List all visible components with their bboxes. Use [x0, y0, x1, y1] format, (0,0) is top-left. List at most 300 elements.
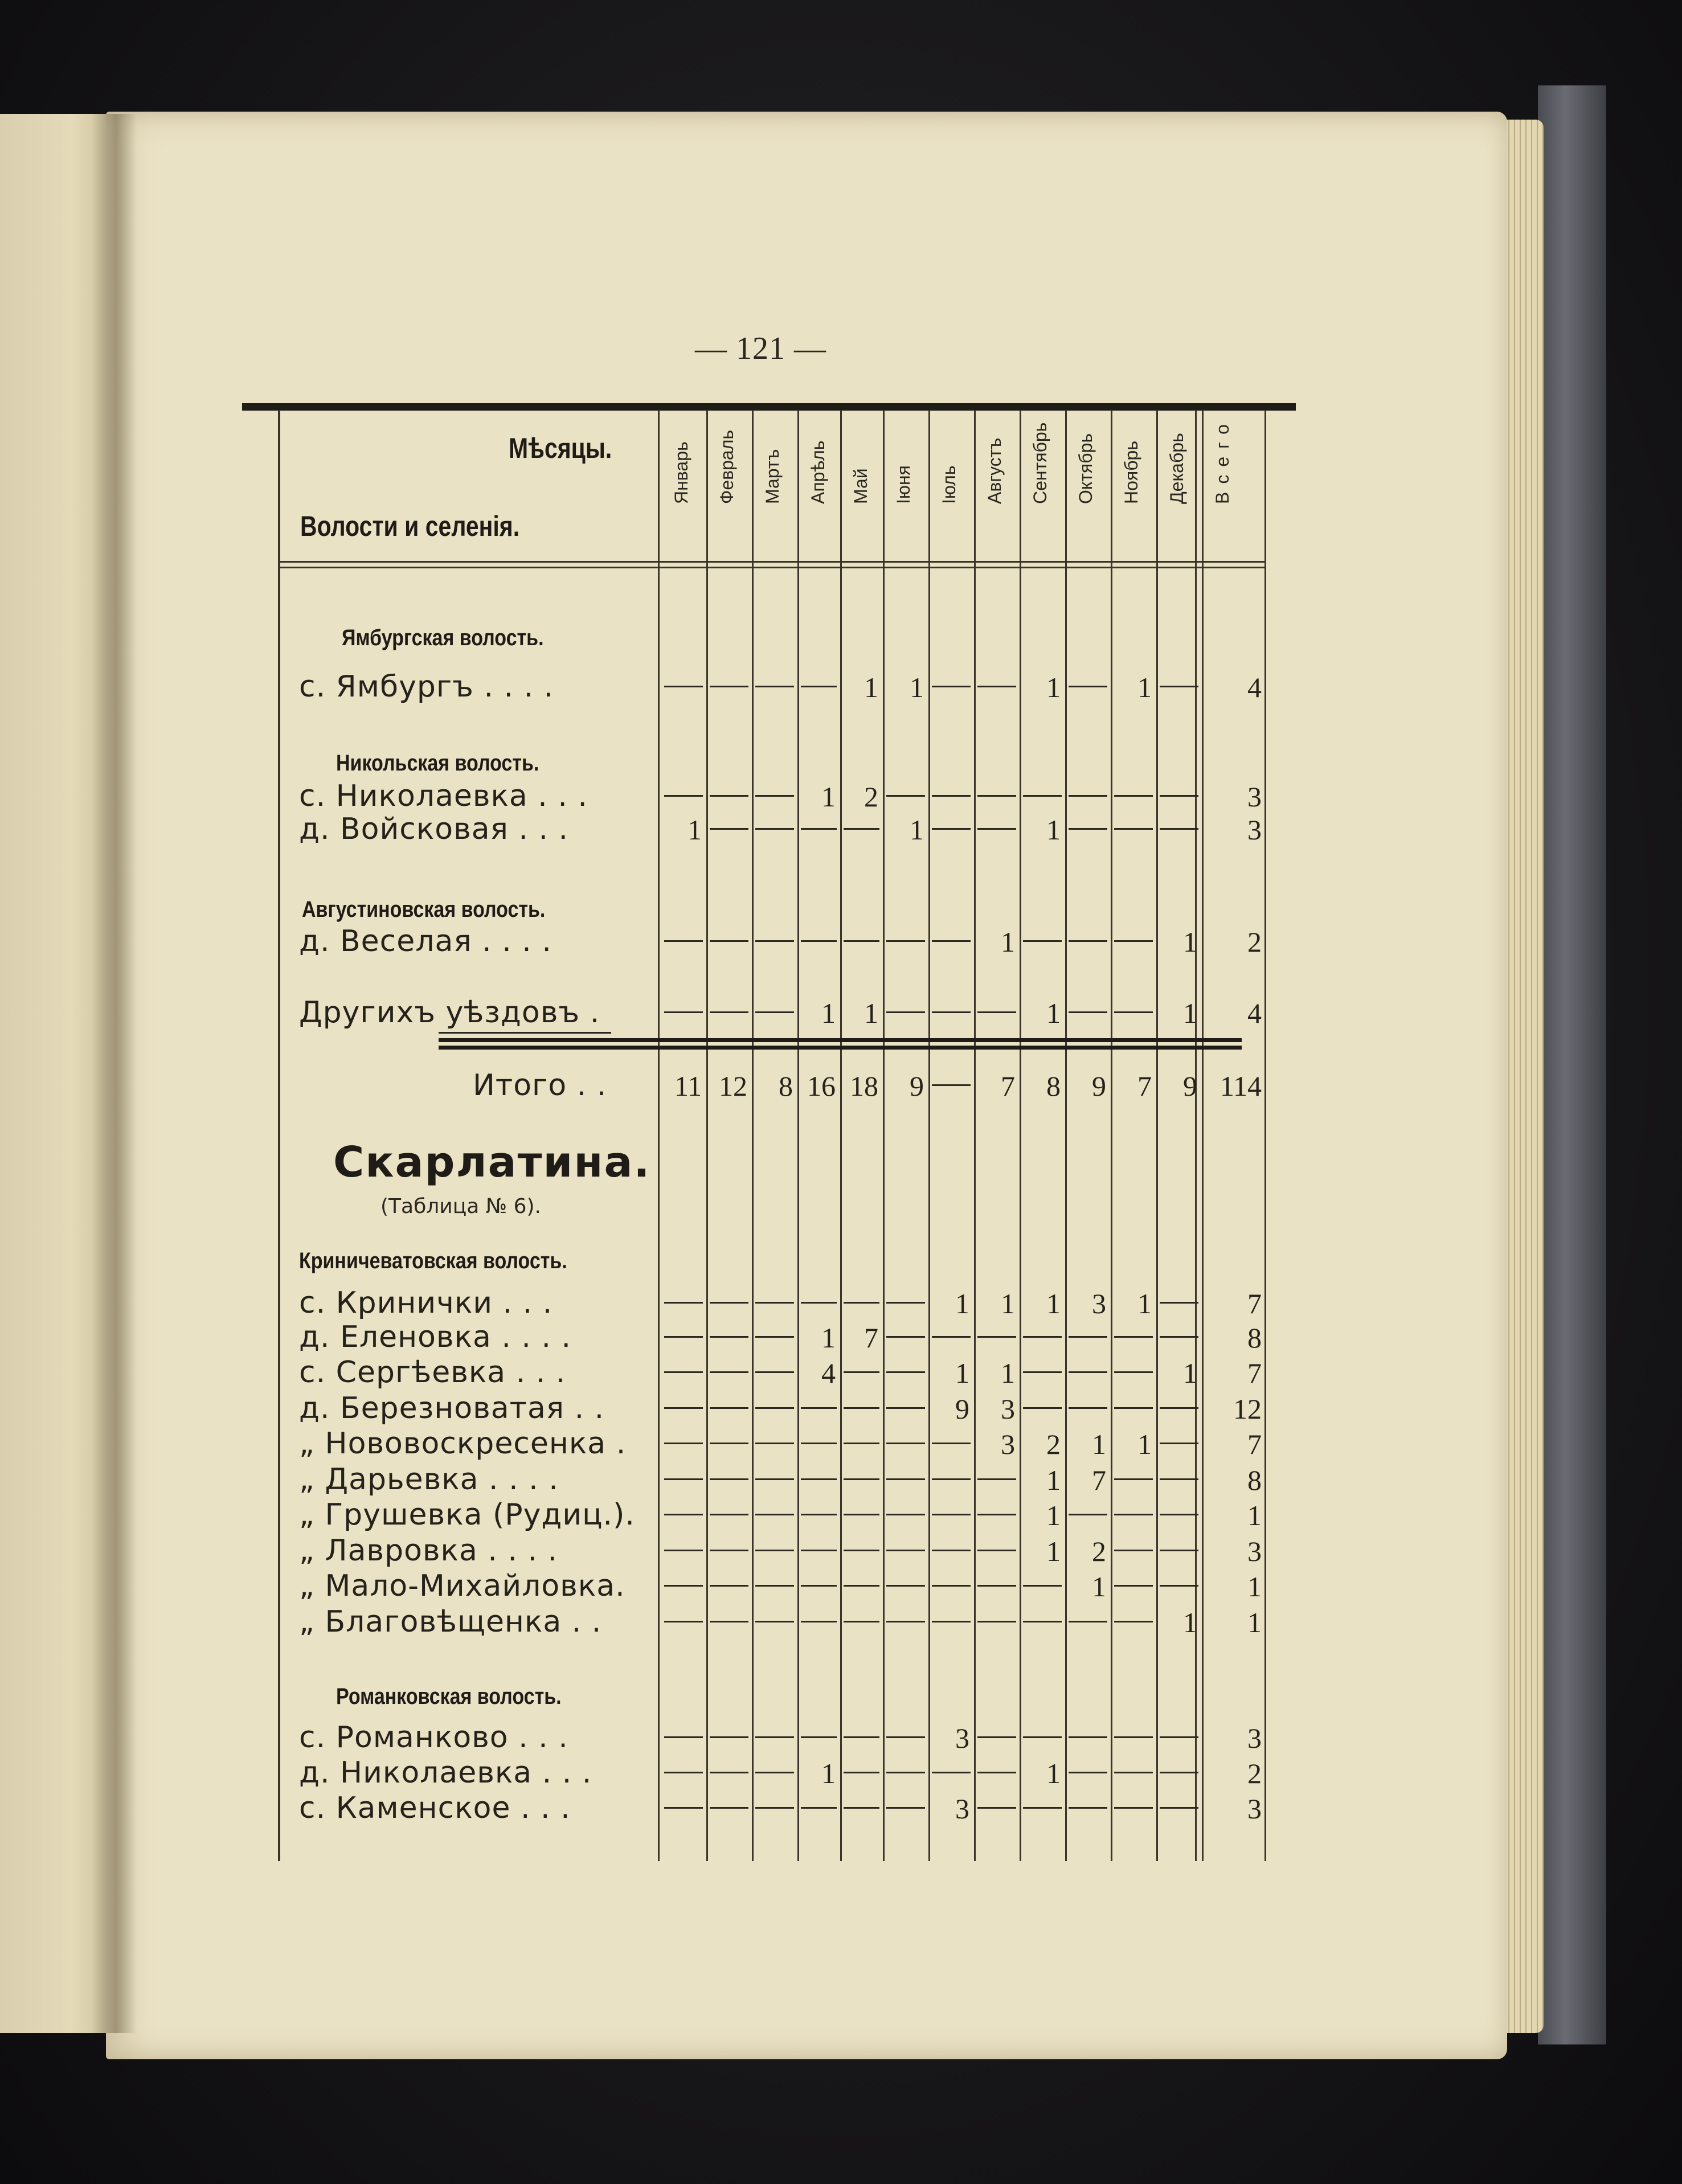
table-cell: 7	[1137, 1070, 1152, 1102]
row-label: „ Мало-Михайловка.	[299, 1569, 625, 1603]
empty-cell-dash	[710, 1443, 748, 1444]
empty-cell-dash	[801, 1550, 837, 1551]
empty-cell-dash	[1069, 1407, 1107, 1409]
row-label: Итого . .	[473, 1068, 607, 1103]
column-divider	[974, 410, 976, 1861]
rows-label: Волости и селенія.	[300, 510, 520, 542]
column-divider	[840, 410, 842, 1861]
empty-cell-dash	[886, 1514, 925, 1515]
empty-cell-dash	[886, 1407, 925, 1409]
table-cell: 1	[1046, 1464, 1061, 1496]
table-cell: 4	[821, 1357, 836, 1389]
empty-cell-dash	[977, 686, 1016, 687]
row-total: 2	[1247, 1757, 1262, 1789]
row-total: 4	[1247, 671, 1262, 703]
row-label: „ Дарьевка . . . .	[299, 1462, 559, 1497]
empty-cell-dash	[977, 1807, 1016, 1809]
empty-cell-dash	[755, 1407, 794, 1409]
empty-cell-dash	[801, 1407, 837, 1409]
empty-cell-dash	[844, 828, 879, 830]
empty-cell-dash	[801, 1302, 837, 1304]
table-cell: 1	[821, 1757, 836, 1789]
table-cell: 3	[955, 1793, 969, 1825]
empty-cell-dash	[1023, 1807, 1062, 1809]
empty-cell-dash	[755, 686, 794, 687]
empty-cell-dash	[1023, 940, 1062, 942]
month-header-11: Ноябрь	[1121, 440, 1141, 504]
empty-cell-dash	[1114, 1807, 1153, 1809]
empty-cell-dash	[886, 1478, 925, 1480]
empty-cell-dash	[844, 1736, 879, 1738]
table-cell: 8	[1046, 1070, 1061, 1102]
empty-cell-dash	[801, 1514, 837, 1515]
row-total: 1	[1247, 1571, 1262, 1603]
column-divider	[883, 410, 885, 1861]
empty-cell-dash	[932, 1514, 971, 1515]
table-cell: 1	[1001, 926, 1015, 958]
empty-cell-dash	[755, 1478, 794, 1480]
table-cell: 1	[1046, 997, 1061, 1029]
empty-cell-dash	[1114, 940, 1153, 942]
empty-cell-dash	[932, 1478, 971, 1480]
empty-cell-dash	[710, 1807, 748, 1809]
empty-cell-dash	[1160, 1550, 1198, 1551]
empty-cell-dash	[886, 1011, 925, 1013]
row-label: с. Николаевка . . .	[299, 779, 588, 813]
row-total: 7	[1247, 1428, 1262, 1460]
empty-cell-dash	[801, 1478, 837, 1480]
row-total: 7	[1247, 1288, 1262, 1320]
table-cell: 1	[821, 781, 836, 813]
empty-cell-dash	[932, 1336, 971, 1338]
empty-cell-dash	[801, 1736, 837, 1738]
row-total: 7	[1247, 1357, 1262, 1389]
empty-cell-dash	[1023, 795, 1062, 797]
empty-cell-dash	[844, 1807, 879, 1809]
month-header-2: Февраль	[717, 429, 737, 504]
empty-cell-dash	[664, 940, 703, 942]
empty-cell-dash	[977, 1550, 1016, 1551]
empty-cell-dash	[1114, 795, 1153, 797]
table-cell: 1	[1183, 1607, 1197, 1638]
empty-cell-dash	[1069, 940, 1107, 942]
table-cell: 1	[1183, 926, 1197, 958]
empty-cell-dash	[1069, 795, 1107, 797]
column-divider	[1111, 410, 1112, 1861]
table-cell: 3	[955, 1722, 969, 1754]
row-total: 12	[1233, 1393, 1262, 1425]
empty-cell-dash	[710, 1736, 748, 1738]
table-cell: 1	[1001, 1357, 1015, 1389]
month-header-4: Апрѣль	[808, 440, 828, 504]
empty-cell-dash	[710, 1585, 748, 1587]
table-cell: 1	[910, 671, 924, 703]
empty-cell-dash	[886, 1807, 925, 1809]
row-label: „ Нововоскресенка .	[299, 1427, 627, 1461]
table-cell: 3	[1001, 1428, 1015, 1460]
empty-cell-dash	[1069, 1371, 1107, 1373]
row-total: 3	[1247, 814, 1262, 846]
table-cell: 7	[1092, 1464, 1106, 1496]
empty-cell-dash	[1160, 1585, 1198, 1587]
empty-cell-dash	[886, 1772, 925, 1773]
table-top-rule	[242, 403, 1296, 411]
empty-cell-dash	[886, 1550, 925, 1551]
table-cell: 1	[1137, 1288, 1152, 1320]
table-cell: 3	[1001, 1393, 1015, 1425]
empty-cell-dash	[710, 1302, 748, 1304]
empty-cell-dash	[1023, 1407, 1062, 1409]
column-divider	[706, 410, 708, 1861]
empty-cell-dash	[844, 1478, 879, 1480]
month-header-7: Іюль	[939, 465, 959, 504]
row-total: 1	[1247, 1499, 1262, 1531]
empty-cell-dash	[755, 1336, 794, 1338]
empty-cell-dash	[977, 1621, 1016, 1622]
table-cell: 1	[864, 671, 878, 703]
empty-cell-dash	[1160, 828, 1198, 830]
row-total: 114	[1219, 1070, 1262, 1102]
empty-cell-dash	[1114, 1621, 1153, 1622]
empty-cell-dash	[844, 940, 879, 942]
table-cell: 1	[955, 1357, 969, 1389]
empty-cell-dash	[755, 1371, 794, 1373]
empty-cell-dash	[932, 1585, 971, 1587]
empty-cell-dash	[1069, 1514, 1107, 1515]
spine-shadow	[91, 114, 137, 2033]
empty-cell-dash	[886, 1585, 925, 1587]
volost-heading: Романковская волость.	[336, 1684, 562, 1709]
table-cell: 9	[955, 1393, 969, 1425]
empty-cell-dash	[1114, 1514, 1153, 1515]
empty-cell-dash	[801, 940, 837, 942]
table-cell: 18	[850, 1070, 878, 1102]
row-label: с. Романково . . .	[299, 1720, 568, 1755]
row-total: 8	[1247, 1322, 1262, 1354]
empty-cell-dash	[710, 1371, 748, 1373]
empty-cell-dash	[886, 1371, 925, 1373]
book-cover-edge	[1538, 85, 1606, 2044]
table-cell: 1	[955, 1288, 969, 1320]
table-left-border	[278, 410, 280, 1861]
empty-cell-dash	[755, 1807, 794, 1809]
column-divider	[1264, 410, 1266, 1861]
empty-cell-dash	[844, 1443, 879, 1444]
empty-cell-dash	[1069, 828, 1107, 830]
empty-cell-dash	[1160, 686, 1198, 687]
empty-cell-dash	[801, 1807, 837, 1809]
empty-cell-dash	[1160, 1302, 1198, 1304]
row-total: 3	[1247, 1793, 1262, 1825]
volost-heading: Ямбургская волость.	[342, 625, 544, 650]
empty-cell-dash	[932, 1084, 971, 1086]
empty-cell-dash	[664, 1443, 703, 1444]
empty-cell-dash	[664, 686, 703, 687]
empty-cell-dash	[844, 1621, 879, 1622]
empty-cell-dash	[977, 1736, 1016, 1738]
empty-cell-dash	[844, 1371, 879, 1373]
table-cell: 2	[1092, 1535, 1106, 1567]
empty-cell-dash	[844, 1585, 879, 1587]
empty-cell-dash	[664, 1550, 703, 1551]
empty-cell-dash	[801, 1585, 837, 1587]
volost-heading: Криничеватовская волость.	[299, 1248, 567, 1273]
empty-cell-dash	[932, 1772, 971, 1773]
table-cell: 1	[821, 997, 836, 1029]
empty-cell-dash	[886, 1302, 925, 1304]
other-districts-underline	[439, 1032, 611, 1034]
row-total: 2	[1247, 926, 1262, 958]
empty-cell-dash	[664, 1621, 703, 1622]
row-label: д. Веселая . . . .	[299, 924, 552, 958]
month-header-5: Май	[850, 468, 871, 504]
empty-cell-dash	[1069, 1807, 1107, 1809]
empty-cell-dash	[755, 1302, 794, 1304]
table-cell: 1	[1046, 1757, 1061, 1789]
empty-cell-dash	[1023, 1371, 1062, 1373]
empty-cell-dash	[710, 1478, 748, 1480]
month-header-9: Сентябрь	[1030, 422, 1050, 504]
empty-cell-dash	[932, 795, 971, 797]
empty-cell-dash	[755, 1772, 794, 1773]
empty-cell-dash	[710, 1772, 748, 1773]
empty-cell-dash	[664, 1336, 703, 1338]
page-number: — 121 —	[695, 331, 826, 366]
empty-cell-dash	[664, 795, 703, 797]
row-label: „ Благовѣщенка . .	[299, 1605, 602, 1639]
empty-cell-dash	[977, 795, 1016, 797]
row-label: с. Сергѣевка . . .	[299, 1355, 566, 1390]
month-header-1: Январь	[671, 441, 691, 504]
empty-cell-dash	[755, 1550, 794, 1551]
empty-cell-dash	[755, 1011, 794, 1013]
empty-cell-dash	[1114, 1736, 1153, 1738]
section-title: Скарлатина.	[333, 1138, 651, 1187]
empty-cell-dash	[932, 1443, 971, 1444]
empty-cell-dash	[977, 1585, 1016, 1587]
volost-heading: Августиновская волость.	[302, 897, 546, 922]
row-total: 3	[1247, 1535, 1262, 1567]
month-header-total: Всего	[1212, 416, 1233, 504]
row-label: д. Войсковая . . .	[299, 812, 569, 846]
table-cell: 8	[779, 1070, 793, 1102]
empty-cell-dash	[1023, 1736, 1062, 1738]
table-cell: 1	[910, 814, 924, 846]
row-label: д. Березноватая . .	[299, 1391, 605, 1425]
table-cell: 16	[807, 1070, 836, 1102]
table-cell: 1	[1046, 1535, 1061, 1567]
empty-cell-dash	[844, 1550, 879, 1551]
column-divider	[1065, 410, 1067, 1861]
empty-cell-dash	[1069, 686, 1107, 687]
empty-cell-dash	[1160, 1807, 1198, 1809]
volost-heading: Никольская волость.	[336, 751, 539, 776]
table-cell: 1	[1046, 1499, 1061, 1531]
empty-cell-dash	[710, 686, 748, 687]
row-label: с. Ямбургъ . . . .	[299, 670, 554, 704]
table-cell: 1	[1183, 997, 1197, 1029]
empty-cell-dash	[1023, 1336, 1062, 1338]
header-bottom-rule	[280, 561, 1266, 563]
table-cell: 9	[1092, 1070, 1106, 1102]
empty-cell-dash	[1114, 1371, 1153, 1373]
empty-cell-dash	[1160, 1514, 1198, 1515]
row-label: д. Николаевка . . .	[299, 1756, 592, 1790]
empty-cell-dash	[664, 1514, 703, 1515]
empty-cell-dash	[710, 940, 748, 942]
empty-cell-dash	[755, 1621, 794, 1622]
empty-cell-dash	[932, 1550, 971, 1551]
empty-cell-dash	[886, 795, 925, 797]
empty-cell-dash	[1069, 1336, 1107, 1338]
table-cell: 1	[1046, 814, 1061, 846]
empty-cell-dash	[1114, 1407, 1153, 1409]
row-total: 3	[1247, 1722, 1262, 1754]
empty-cell-dash	[755, 1585, 794, 1587]
empty-cell-dash	[844, 1514, 879, 1515]
empty-cell-dash	[755, 1736, 794, 1738]
empty-cell-dash	[1160, 1407, 1198, 1409]
empty-cell-dash	[932, 828, 971, 830]
empty-cell-dash	[1160, 1443, 1198, 1444]
row-label: с. Кринички . . .	[299, 1286, 553, 1320]
header-bottom-rule	[280, 567, 1266, 568]
empty-cell-dash	[977, 1772, 1016, 1773]
row-total: 8	[1247, 1464, 1262, 1496]
empty-cell-dash	[710, 1011, 748, 1013]
empty-cell-dash	[664, 1407, 703, 1409]
empty-cell-dash	[710, 1621, 748, 1622]
empty-cell-dash	[1023, 1621, 1062, 1622]
row-label: с. Каменское . . .	[299, 1791, 571, 1825]
empty-cell-dash	[1114, 1772, 1153, 1773]
row-label: „ Лавровка . . . .	[299, 1534, 558, 1568]
column-divider	[658, 410, 660, 1861]
empty-cell-dash	[1114, 1336, 1153, 1338]
empty-cell-dash	[801, 828, 837, 830]
empty-cell-dash	[664, 1807, 703, 1809]
table-cell: 9	[1183, 1070, 1197, 1102]
table-cell: 1	[1046, 1288, 1061, 1320]
table-cell: 1	[1046, 671, 1061, 703]
month-header-3: Мартъ	[762, 449, 783, 504]
empty-cell-dash	[755, 795, 794, 797]
empty-cell-dash	[977, 1336, 1016, 1338]
column-divider	[1020, 410, 1021, 1861]
table-cell: 1	[1183, 1357, 1197, 1389]
empty-cell-dash	[1114, 1550, 1153, 1551]
empty-cell-dash	[844, 1302, 879, 1304]
month-header-6: Іюня	[893, 465, 914, 504]
empty-cell-dash	[664, 1371, 703, 1373]
empty-cell-dash	[977, 1011, 1016, 1013]
column-divider	[1202, 410, 1204, 1861]
empty-cell-dash	[844, 1772, 879, 1773]
empty-cell-dash	[1160, 795, 1198, 797]
empty-cell-dash	[710, 1336, 748, 1338]
month-header-10: Октябрь	[1075, 433, 1096, 504]
empty-cell-dash	[664, 1302, 703, 1304]
empty-cell-dash	[801, 1443, 837, 1444]
empty-cell-dash	[1069, 1011, 1107, 1013]
table-cell: 1	[1001, 1288, 1015, 1320]
table-cell: 1	[687, 814, 702, 846]
empty-cell-dash	[1023, 1585, 1062, 1587]
empty-cell-dash	[664, 1772, 703, 1773]
empty-cell-dash	[664, 1478, 703, 1480]
summary-double-rule	[439, 1038, 1242, 1050]
empty-cell-dash	[801, 686, 837, 687]
empty-cell-dash	[1160, 1736, 1198, 1738]
row-label: д. Еленовка . . . .	[299, 1320, 572, 1354]
empty-cell-dash	[1114, 1011, 1153, 1013]
empty-cell-dash	[932, 1011, 971, 1013]
empty-cell-dash	[977, 1478, 1016, 1480]
empty-cell-dash	[755, 1514, 794, 1515]
empty-cell-dash	[1160, 1478, 1198, 1480]
table-cell: 1	[1092, 1571, 1106, 1603]
table-cell: 7	[864, 1322, 878, 1354]
column-divider	[928, 410, 930, 1861]
column-divider	[797, 410, 799, 1861]
table-cell: 2	[1046, 1428, 1061, 1460]
month-header-8: Августъ	[984, 437, 1005, 504]
section-subtitle: (Таблица № 6).	[380, 1195, 541, 1218]
empty-cell-dash	[932, 686, 971, 687]
column-divider	[1156, 410, 1158, 1861]
row-label: „ Грушевка (Рудиц.).	[299, 1498, 635, 1532]
table-cell: 1	[1137, 1428, 1152, 1460]
table-cell: 12	[719, 1070, 747, 1102]
empty-cell-dash	[1069, 1772, 1107, 1773]
empty-cell-dash	[1114, 1585, 1153, 1587]
empty-cell-dash	[664, 1011, 703, 1013]
column-divider	[752, 410, 754, 1861]
empty-cell-dash	[1069, 1621, 1107, 1622]
empty-cell-dash	[1160, 1772, 1198, 1773]
empty-cell-dash	[755, 828, 794, 830]
empty-cell-dash	[886, 1443, 925, 1444]
empty-cell-dash	[886, 940, 925, 942]
table-cell: 1	[864, 997, 878, 1029]
empty-cell-dash	[932, 940, 971, 942]
empty-cell-dash	[886, 1336, 925, 1338]
row-total: 3	[1247, 781, 1262, 813]
empty-cell-dash	[1114, 828, 1153, 830]
month-header-12: Декабрь	[1167, 433, 1187, 504]
empty-cell-dash	[1069, 1736, 1107, 1738]
row-total: 4	[1247, 997, 1262, 1029]
row-total: 1	[1247, 1607, 1262, 1638]
empty-cell-dash	[1160, 1336, 1198, 1338]
table-cell: 11	[674, 1070, 702, 1102]
empty-cell-dash	[710, 1407, 748, 1409]
empty-cell-dash	[1114, 1478, 1153, 1480]
empty-cell-dash	[886, 1736, 925, 1738]
table-cell: 1	[1092, 1428, 1106, 1460]
empty-cell-dash	[710, 1514, 748, 1515]
empty-cell-dash	[844, 1407, 879, 1409]
table-cell: 7	[1001, 1070, 1015, 1102]
empty-cell-dash	[710, 828, 748, 830]
empty-cell-dash	[977, 828, 1016, 830]
empty-cell-dash	[710, 1550, 748, 1551]
table-cell: 3	[1092, 1288, 1106, 1320]
empty-cell-dash	[977, 1514, 1016, 1515]
empty-cell-dash	[664, 1736, 703, 1738]
row-label: Другихъ уѣздовъ .	[299, 995, 600, 1030]
table-cell: 1	[821, 1322, 836, 1354]
